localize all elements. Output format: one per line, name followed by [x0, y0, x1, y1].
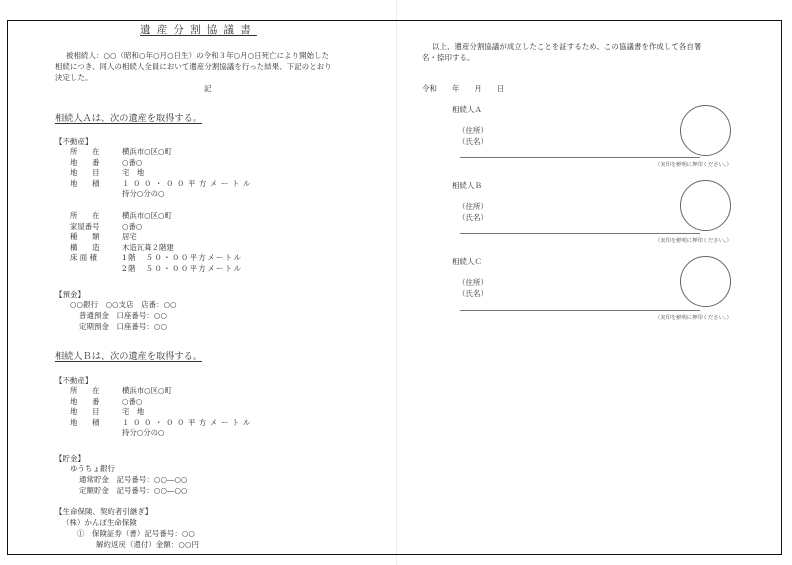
intro-line-1: 被相続人：○○（昭和○年○月○日生）の令和３年○月○日死亡により開始した [66, 51, 330, 60]
heir-a-bank: ○○銀行 ○○支店 店番：○○ [70, 300, 177, 309]
signatory-a-signature-line [460, 157, 700, 158]
signatory-c-address-field[interactable]: （住所） [458, 278, 488, 287]
heir-a-account: 普通預金 口座番号：○○ [79, 311, 168, 320]
heir-b-bank: ゆうちょ銀行 [70, 464, 115, 473]
signatory-c-seal-note: （実印を鮮明に押印ください。） [655, 315, 732, 321]
document-title: 遺産分割協議書 [140, 24, 257, 36]
heir-b-account: 通常貯金 記号番号：○○―○○ [79, 475, 188, 484]
heir-b-account: 定額貯金 記号番号：○○―○○ [79, 486, 188, 495]
heir-b-insurer: （株）かんぽ生命保険 [62, 518, 137, 527]
heir-a-land-table: 所 在 横浜市○区○町 地 番 ○番○ 地 目 宅 地 地 積 １００・００平方メートル 持分○分の○ [70, 147, 254, 198]
intro-line-3: 決定した。 [55, 73, 93, 82]
signatory-b-address-field[interactable]: （住所） [458, 202, 488, 211]
signatory-a-seal-circle[interactable] [680, 105, 731, 156]
heir-b-surrender-value: 解約返戻（還付）金額：○○円 [96, 540, 199, 549]
intro-line-2: 相続につき、同人の相続人全員において遺産分割協議を行った結果、下記のとおり [55, 62, 332, 71]
signatory-c-signature-line [460, 310, 700, 311]
signatory-a-seal-note: （実印を鮮明に押印ください。） [655, 162, 732, 168]
signatory-c-seal-circle[interactable] [680, 256, 731, 307]
ki-label: 記 [204, 84, 212, 93]
heir-b-heading: 相続人Ｂは、次の遺産を取得する。 [55, 351, 202, 362]
signatory-b-signature-line [460, 233, 700, 234]
signatory-a-name-field[interactable]: （氏名） [458, 137, 488, 146]
signatory-c-name: 相続人Ｃ [452, 257, 482, 266]
heir-b-insurance-label: 【生命保険、契約者引継ぎ】 [55, 507, 153, 516]
heir-a-building-table: 所 在 横浜市○区○町 家屋番号 ○番○ 種 類 居宅 構 造 木造瓦葺２階建 床 面 積 1階 ５０・００平方メートル 2階 ５０・００平方メートル [70, 211, 243, 273]
closing-line-2: 名・捺印する。 [422, 53, 475, 62]
date-field[interactable]: 令和 年 月 日 [422, 84, 505, 93]
signatory-a-address-field[interactable]: （住所） [458, 126, 488, 135]
heir-a-real-estate-label: 【不動産】 [55, 137, 93, 146]
signatory-b-name: 相続人Ｂ [452, 181, 482, 190]
signatory-b-seal-circle[interactable] [680, 180, 731, 231]
heir-b-land-table: 所 在 横浜市○区○町 地 番 ○番○ 地 目 宅 地 地 積 １００・００平方メートル 持分○分の○ [70, 386, 254, 437]
closing-line-1: 以上、遺産分割協議が成立したことを証するため、この協議書を作成して各自署 [432, 42, 702, 51]
signatory-b-name-field[interactable]: （氏名） [458, 213, 488, 222]
heir-b-policy-number: ① 保険証券（書）記号番号：○○ [77, 529, 195, 538]
heir-a-account: 定期預金 口座番号：○○ [79, 322, 168, 331]
heir-a-heading: 相続人Ａは、次の遺産を取得する。 [55, 113, 202, 124]
signatory-b-seal-note: （実印を鮮明に押印ください。） [655, 238, 732, 244]
signatory-c-name-field[interactable]: （氏名） [458, 289, 488, 298]
signatory-a-name: 相続人Ａ [452, 105, 482, 114]
heir-b-real-estate-label: 【不動産】 [55, 376, 93, 385]
heir-b-savings-label: 【貯金】 [55, 454, 85, 463]
heir-a-deposit-label: 【預金】 [55, 290, 85, 299]
